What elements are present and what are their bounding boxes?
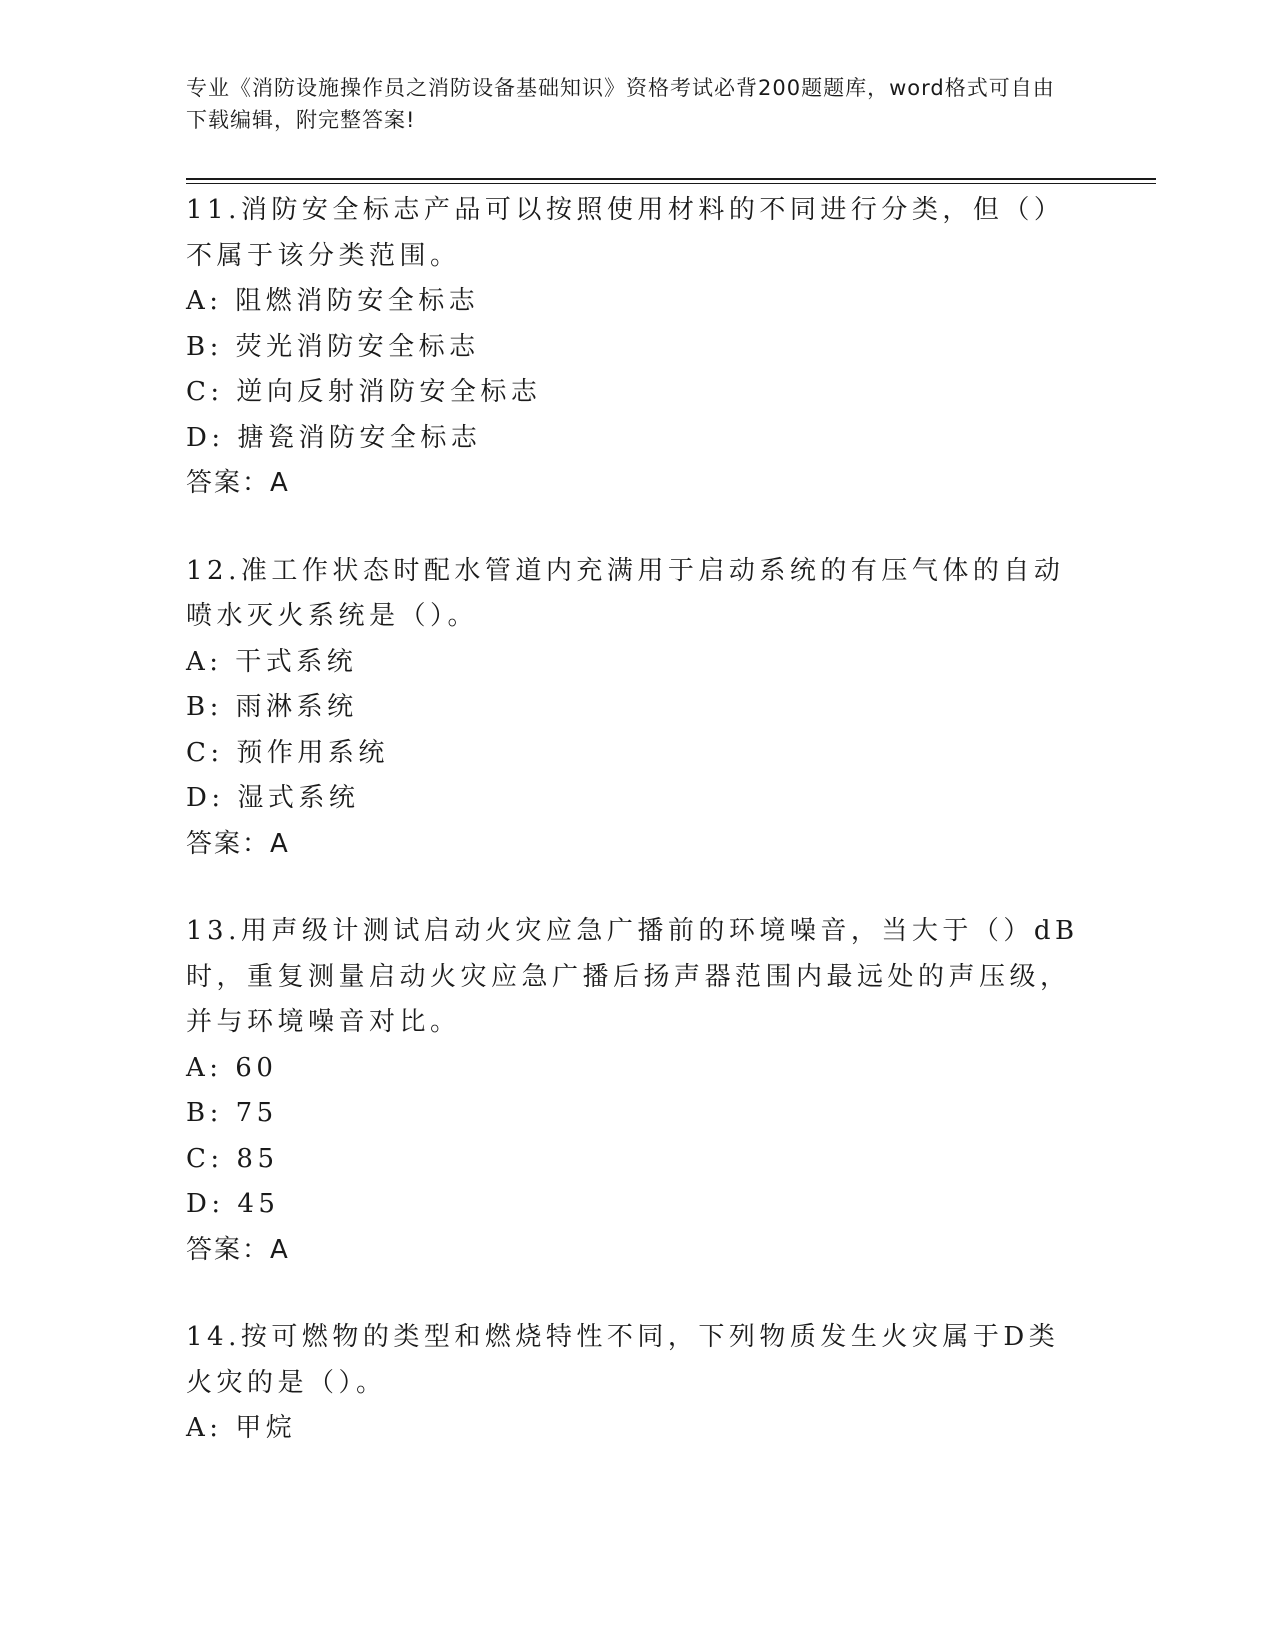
option-b: B: 75 bbox=[186, 1098, 278, 1128]
document-header: 专业《消防设施操作员之消防设备基础知识》资格考试必背200题题库，word格式可自由下载编辑，附完整答案! bbox=[186, 76, 1055, 132]
option-b: B: 荧光消防安全标志 bbox=[186, 331, 480, 362]
answer: 答案：A bbox=[186, 468, 290, 498]
question-13 bbox=[186, 909, 1081, 1273]
option-d: D: 湿式系统 bbox=[186, 783, 360, 813]
question-14 bbox=[186, 1315, 1081, 1452]
question-11 bbox=[186, 188, 1081, 507]
option-a: A: 甲烷 bbox=[186, 1413, 297, 1443]
option-d: D: 搪瓷消防安全标志 bbox=[186, 422, 482, 453]
header-divider-thin bbox=[186, 183, 1156, 184]
option-c: C: 85 bbox=[186, 1143, 279, 1174]
option-a: A: 阻燃消防安全标志 bbox=[186, 286, 480, 316]
answer: 答案：A bbox=[186, 1234, 290, 1265]
option-d: D: 45 bbox=[186, 1189, 280, 1219]
option-c: C: 逆向反射消防安全标志 bbox=[186, 377, 542, 407]
option-c: C: 预作用系统 bbox=[186, 737, 389, 768]
question-text: 11.消防安全标志产品可以按照使用材料的不同进行分类，但（）不属于该分类范围。 bbox=[186, 195, 1065, 271]
option-b: B: 雨淋系统 bbox=[186, 692, 358, 722]
header-divider-thick bbox=[186, 178, 1156, 180]
answer: 答案：A bbox=[186, 828, 290, 859]
question-text: 12.准工作状态时配水管道内充满用于启动系统的有压气体的自动喷水灭火系统是（）。 bbox=[186, 555, 1065, 631]
question-text: 14.按可燃物的类型和燃烧特性不同，下列物质发生火灾属于D类火灾的是（）。 bbox=[186, 1322, 1060, 1398]
option-a: A: 60 bbox=[186, 1052, 278, 1083]
question-text: 13.用声级计测试启动火灾应急广播前的环境噪音，当大于（）dB时，重复测量启动火灾应急广播后扬声器范围内最远处的声压级，并与环境噪音对比。 bbox=[186, 916, 1079, 1037]
question-12 bbox=[186, 549, 1081, 868]
option-a: A: 干式系统 bbox=[186, 646, 358, 677]
question-list bbox=[186, 188, 1081, 1494]
